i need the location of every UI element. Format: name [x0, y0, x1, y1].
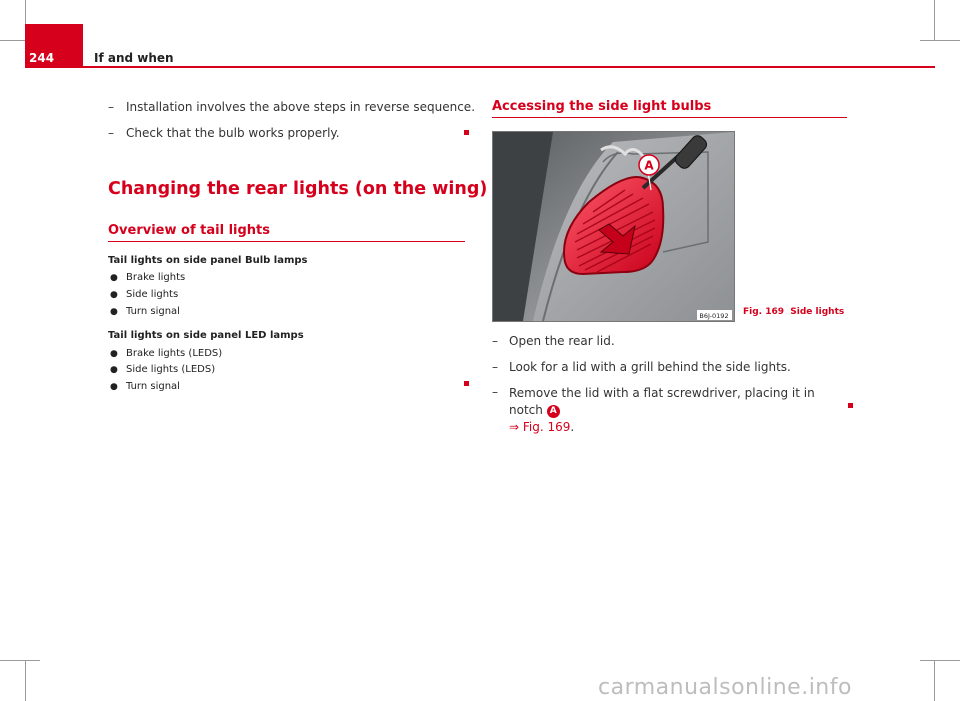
bullet-icon: ● — [110, 273, 118, 283]
figure-code: B6J-0192 — [699, 312, 729, 320]
list-item: Turn signal — [126, 381, 180, 392]
crop-mark — [25, 660, 26, 701]
group-title: Tail lights on side panel Bulb lamps — [108, 255, 308, 266]
step-text: Check that the bulb works properly. — [126, 126, 340, 140]
step-3-end: . — [570, 420, 575, 434]
bullet-icon: ● — [110, 365, 118, 375]
list-item: Side lights — [126, 289, 179, 300]
figure-caption — [743, 307, 844, 317]
section-end-mark — [848, 403, 853, 408]
section-end-mark — [464, 130, 469, 135]
notch-callout: A — [547, 405, 560, 418]
section-title: If and when — [94, 51, 174, 65]
step-3-text: Remove the lid with a flat screwdriver, placing it in notch — [509, 386, 815, 417]
subsection-heading: Accessing the side light bulbs — [492, 99, 712, 114]
crop-mark — [934, 660, 935, 701]
step-dash: – — [108, 126, 114, 140]
subsection-rule — [492, 117, 847, 118]
section-heading: Changing the rear lights (on the wing) — [108, 179, 488, 199]
section-end-mark — [464, 381, 469, 386]
figure-reference-link[interactable]: ⇒ Fig. 169 — [509, 420, 571, 434]
step-text: Installation involves the above steps in reverse sequence. — [126, 100, 476, 114]
step-dash: – — [492, 360, 498, 374]
watermark: carmanualsonline.info — [598, 675, 852, 700]
figure-title: Side lights — [790, 307, 845, 317]
crop-mark — [920, 660, 960, 661]
bullet-icon: ● — [110, 382, 118, 392]
step-dash: – — [492, 385, 498, 399]
bullet-icon: ● — [110, 290, 118, 300]
list-item: Brake lights — [126, 272, 186, 283]
subsection-rule — [108, 241, 465, 242]
bullet-icon: ● — [110, 307, 118, 317]
list-item: Turn signal — [126, 306, 180, 317]
page-number: 244 — [29, 51, 55, 65]
figure-label: Fig. 169 — [743, 307, 785, 317]
list-item: Brake lights (LEDS) — [126, 348, 223, 359]
crop-mark — [920, 40, 960, 41]
step-text: Open the rear lid. — [509, 334, 615, 348]
step-dash: – — [108, 100, 114, 114]
header-rule — [25, 66, 935, 68]
figure-side-lights — [492, 131, 735, 322]
callout-label: A — [644, 158, 654, 173]
trunk-panel-illustration — [493, 132, 734, 321]
step-dash: – — [492, 334, 498, 348]
list-item: Side lights (LEDS) — [126, 364, 216, 375]
step-text: Look for a lid with a grill behind the side lights. — [509, 360, 791, 374]
group-title: Tail lights on side panel LED lamps — [108, 330, 304, 341]
bullet-icon: ● — [110, 349, 118, 359]
crop-mark — [0, 660, 40, 661]
crop-mark — [934, 0, 935, 40]
subsection-heading: Overview of tail lights — [108, 223, 270, 238]
step-text — [509, 385, 844, 436]
